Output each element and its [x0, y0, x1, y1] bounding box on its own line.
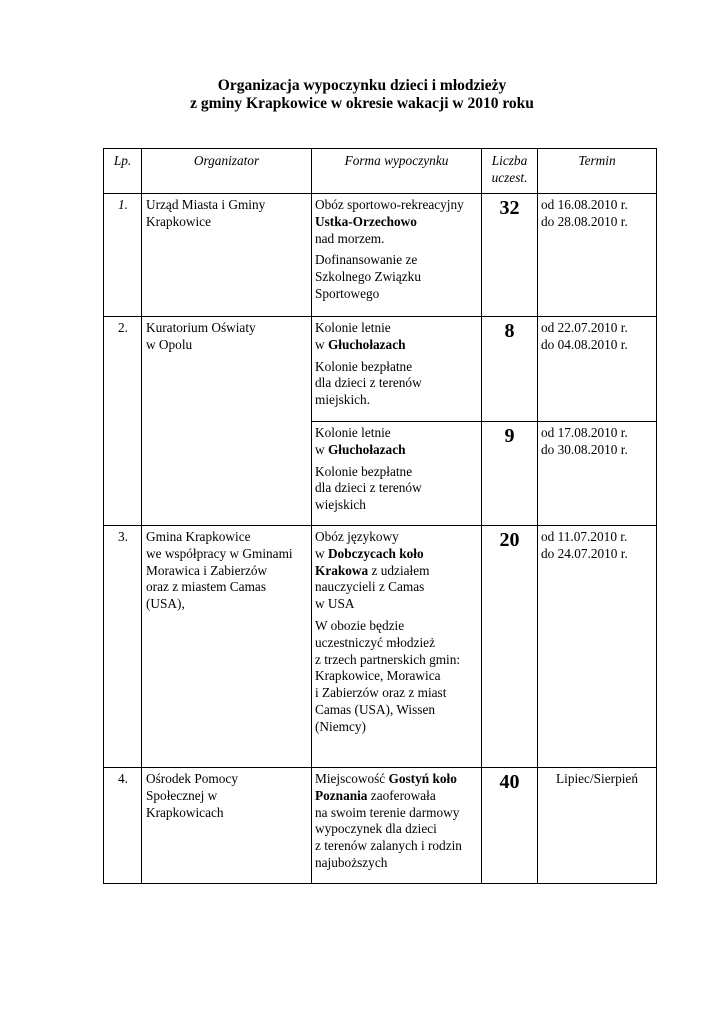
organizer-line: Krapkowicach	[146, 804, 224, 820]
form-prefix: Miejscowość	[315, 771, 389, 786]
form-line: Kolonie letnie	[315, 425, 391, 440]
form-line: na swoim terenie darmowy	[315, 804, 460, 820]
table-row	[104, 194, 657, 317]
form-place: Krakowa	[315, 562, 369, 578]
table-row	[104, 317, 657, 422]
organizer-line: Gmina Krapkowice	[146, 529, 251, 544]
cell-count: 9	[482, 422, 538, 526]
form-line: zaoferowała	[367, 787, 436, 803]
form-note-line: Sportowego	[315, 285, 380, 301]
form-note-line: dla dzieci z terenów	[315, 375, 422, 391]
form-line: wypoczynek dla dzieci	[315, 821, 437, 837]
term-line: od 22.07.2010 r.	[541, 320, 628, 335]
header-count-line-2: uczest.	[491, 169, 528, 185]
term-line: od 11.07.2010 r.	[541, 529, 628, 544]
term-line: do 24.07.2010 r.	[541, 545, 628, 561]
cell-count: 32	[482, 194, 538, 317]
form-note-line: uczestniczyć młodzież	[315, 634, 435, 650]
title-line-2: z gminy Krapkowice w okresie wakacji w 2010 roku	[190, 95, 534, 112]
cell-organizer	[142, 194, 312, 317]
table-row	[104, 768, 657, 884]
form-place: Głuchołazach	[327, 441, 406, 457]
form-note-line: Camas (USA), Wissen	[315, 701, 435, 717]
header-form: Forma wypoczynku	[312, 149, 482, 194]
header-term: Termin	[538, 149, 657, 194]
form-place: Gostyń koło	[388, 771, 457, 786]
cell-term	[538, 317, 657, 422]
cell-lp: 4.	[104, 768, 142, 884]
organizer-line: Krapkowice	[146, 213, 211, 229]
form-line: nauczycieli z Camas	[315, 579, 425, 595]
form-note-line: (Niemcy)	[315, 718, 366, 734]
form-line: z terenów zalanych i rodzin	[315, 838, 462, 854]
table-header-row	[104, 149, 657, 194]
cell-term	[538, 526, 657, 768]
term-line: od 17.08.2010 r.	[541, 425, 628, 440]
form-line: w USA	[315, 596, 355, 612]
header-count-line-1: Liczba	[491, 153, 528, 168]
cell-form	[312, 526, 482, 768]
form-note-line: Kolonie bezpłatne	[315, 463, 413, 479]
cell-term	[538, 194, 657, 317]
cell-lp: 3.	[104, 526, 142, 768]
cell-form	[312, 194, 482, 317]
cell-count: 8	[482, 317, 538, 422]
form-line: najuboższych	[315, 854, 388, 870]
organizer-line: w Opolu	[146, 336, 193, 352]
organizer-line: (USA),	[146, 596, 185, 612]
form-note-line: W obozie będzie	[315, 617, 405, 633]
term-line: Lipiec/Sierpień	[556, 771, 638, 786]
form-note-line: z trzech partnerskich gmin:	[315, 651, 461, 667]
organizer-line: Społecznej w	[146, 787, 218, 803]
form-line: Kolonie letnie	[315, 320, 391, 335]
cell-organizer	[142, 526, 312, 768]
organizer-line: oraz z miastem Camas	[146, 579, 266, 595]
organizer-line: Ośrodek Pomocy	[146, 771, 238, 786]
cell-form	[312, 768, 482, 884]
cell-count: 20	[482, 526, 538, 768]
header-lp: Lp.	[104, 149, 142, 194]
term-line: od 16.08.2010 r.	[541, 197, 628, 212]
organizer-line: Kuratorium Oświaty	[146, 320, 256, 335]
form-note-line: Szkolnego Związku	[315, 269, 421, 285]
cell-lp: 1.	[104, 194, 142, 317]
cell-term	[538, 768, 657, 884]
cell-count: 40	[482, 768, 538, 884]
form-note-line: i Zabierzów oraz z miast	[315, 685, 447, 701]
form-prefix: w	[315, 441, 328, 457]
form-place: Dobczycach koło	[327, 545, 424, 561]
form-place: Głuchołazach	[327, 336, 406, 352]
organizer-line: Morawica i Zabierzów	[146, 562, 268, 578]
document-title	[0, 77, 724, 113]
cell-form	[312, 422, 482, 526]
form-note-line: Kolonie bezpłatne	[315, 358, 413, 374]
organizer-line: we współpracy w Gminami	[146, 545, 293, 561]
header-organizer: Organizator	[142, 149, 312, 194]
title-line-1: Organizacja wypoczynku dzieci i młodzieży	[217, 77, 507, 94]
form-prefix: w	[315, 545, 328, 561]
form-line: Obóz sportowo-rekreacyjny	[315, 197, 464, 212]
term-line: do 30.08.2010 r.	[541, 441, 628, 457]
form-line: nad morzem.	[315, 230, 385, 246]
form-note-line: wiejskich	[315, 497, 366, 513]
term-line: do 04.08.2010 r.	[541, 336, 628, 352]
form-note-line: Krapkowice, Morawica	[315, 668, 441, 684]
cell-form	[312, 317, 482, 422]
form-line: z udziałem	[368, 562, 430, 578]
cell-organizer	[142, 317, 312, 526]
cell-term	[538, 422, 657, 526]
cell-organizer	[142, 768, 312, 884]
term-line: do 28.08.2010 r.	[541, 213, 628, 229]
organizer-line: Urząd Miasta i Gminy	[146, 197, 266, 212]
camps-table	[103, 148, 657, 884]
form-place: Ustka-Orzechowo	[315, 213, 417, 229]
table-row	[104, 526, 657, 768]
form-note-line: dla dzieci z terenów	[315, 480, 422, 496]
form-line: Obóz językowy	[315, 529, 399, 544]
form-note-line: Dofinansowanie ze	[315, 252, 418, 268]
form-prefix: w	[315, 336, 328, 352]
cell-lp: 2.	[104, 317, 142, 526]
form-place: Poznania	[315, 787, 368, 803]
header-count	[482, 149, 538, 194]
form-note-line: miejskich.	[315, 392, 371, 408]
